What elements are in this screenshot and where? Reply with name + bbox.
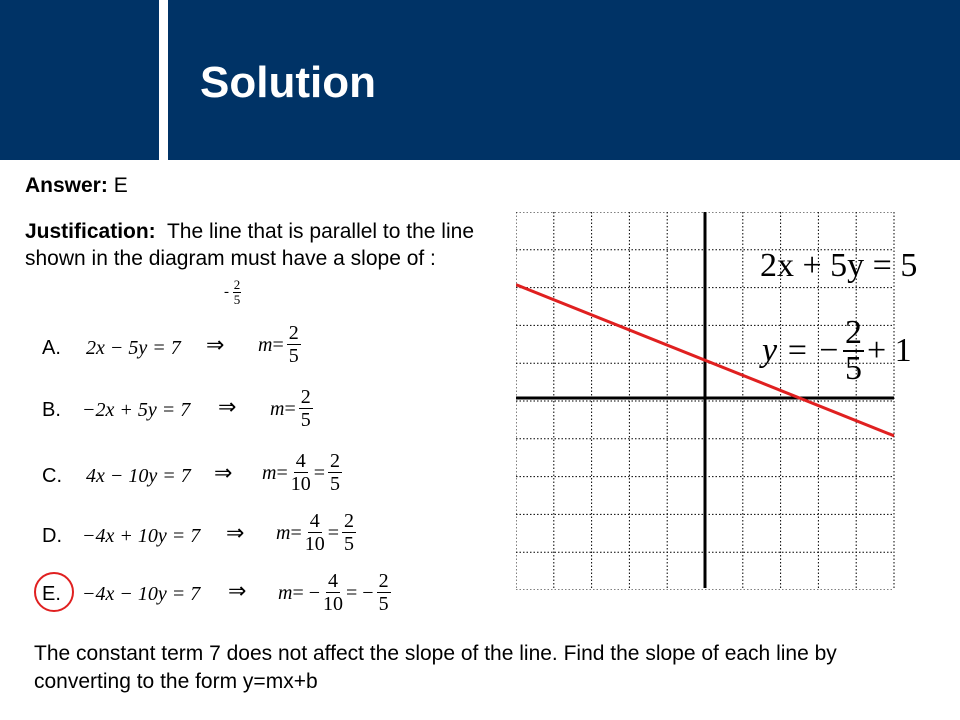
reduced-slope-fraction <box>342 510 356 555</box>
implies-icon: ⇒ <box>228 579 247 604</box>
required-slope-fraction <box>233 278 242 307</box>
answer-label: Answer: <box>25 174 108 197</box>
slope-num: 4 <box>295 450 306 472</box>
option-a-equation: 2x − 5y = 7 <box>86 337 181 359</box>
option-letter-a: A. <box>42 337 61 359</box>
slope-den: 10 <box>323 593 344 615</box>
slope-num: 2 <box>344 510 355 532</box>
equals-sign: = <box>276 461 288 484</box>
equals-minus-sign: = − <box>292 581 321 604</box>
graph-equation-slope-form <box>762 316 912 386</box>
option-d-slope <box>276 510 359 555</box>
slope-symbol: m <box>270 397 285 420</box>
slope-fraction <box>287 322 301 367</box>
justification-text: The line that is parallel to the line shown in the diagram must have a slope of : <box>25 220 474 270</box>
option-a-slope <box>258 322 304 367</box>
required-slope-num: 2 <box>233 277 241 292</box>
option-c-slope <box>262 450 345 495</box>
slope-den: 5 <box>300 409 311 431</box>
slope-den: 5 <box>378 593 389 615</box>
slope-num: 2 <box>300 386 311 408</box>
option-letter-c: C. <box>42 465 62 487</box>
slope-num: 4 <box>309 510 320 532</box>
slope-den: 10 <box>304 533 325 555</box>
slope-num: 4 <box>328 570 339 592</box>
answer-line <box>25 172 128 200</box>
slope-num: 2 <box>378 570 389 592</box>
option-letter-b: B. <box>42 399 61 421</box>
implies-icon: ⇒ <box>226 521 245 546</box>
implies-icon: ⇒ <box>218 395 237 420</box>
equals-sign: = <box>272 333 284 356</box>
option-b-slope <box>270 386 316 431</box>
page-title: Solution <box>200 58 376 107</box>
slope-symbol: m <box>278 581 293 604</box>
equation-slope-den: 5 <box>844 350 862 387</box>
implies-icon: ⇒ <box>214 461 233 486</box>
implies-icon: ⇒ <box>206 333 225 358</box>
footer-note: The constant term 7 does not affect the slope of the line. Find the slope of each line by converting to the form y=mx+b <box>34 642 837 693</box>
slope-den: 5 <box>288 345 299 367</box>
required-slope <box>224 278 241 307</box>
answer-value: E <box>113 174 128 197</box>
slope-symbol: m <box>262 461 277 484</box>
slope-symbol: m <box>258 333 273 356</box>
equals-sign: = <box>313 461 326 484</box>
slope-num: 2 <box>330 450 341 472</box>
slope-fraction <box>299 386 313 431</box>
slope-fraction <box>323 570 343 615</box>
equals-sign: = <box>284 397 296 420</box>
slope-num: 2 <box>288 322 299 344</box>
slope-den: 10 <box>290 473 311 495</box>
justification-label: Justification: <box>25 220 156 243</box>
equals-minus-sign: = − <box>346 581 374 604</box>
graph-equation-standard: 2x + 5y = 5 <box>760 247 918 284</box>
option-c-equation: 4x − 10y = 7 <box>86 465 191 487</box>
slope-fraction <box>291 450 311 495</box>
option-d-equation: −4x + 10y = 7 <box>82 525 201 547</box>
header-left-band <box>0 0 159 160</box>
option-e-equation: −4x − 10y = 7 <box>82 583 201 605</box>
equals-sign: = <box>290 521 302 544</box>
option-b-equation: −2x + 5y = 7 <box>82 399 191 421</box>
equation-rhs: + 1 <box>866 332 912 369</box>
slope-fraction <box>305 510 325 555</box>
justification <box>25 218 485 272</box>
required-slope-den: 5 <box>233 292 241 307</box>
reduced-slope-fraction <box>328 450 342 495</box>
option-letter-d: D. <box>42 525 62 547</box>
slope-den: 5 <box>330 473 341 495</box>
required-slope-sign: - <box>224 283 229 300</box>
slope-den: 5 <box>344 533 355 555</box>
equation-slope-fraction <box>843 316 864 386</box>
slope-symbol: m <box>276 521 291 544</box>
option-letter-e: E. <box>42 583 61 605</box>
equation-lhs: y = − <box>762 332 840 369</box>
equals-sign: = <box>327 521 340 544</box>
reduced-slope-fraction <box>377 570 391 615</box>
equation-slope-num: 2 <box>844 314 862 351</box>
option-e-slope <box>278 570 394 615</box>
